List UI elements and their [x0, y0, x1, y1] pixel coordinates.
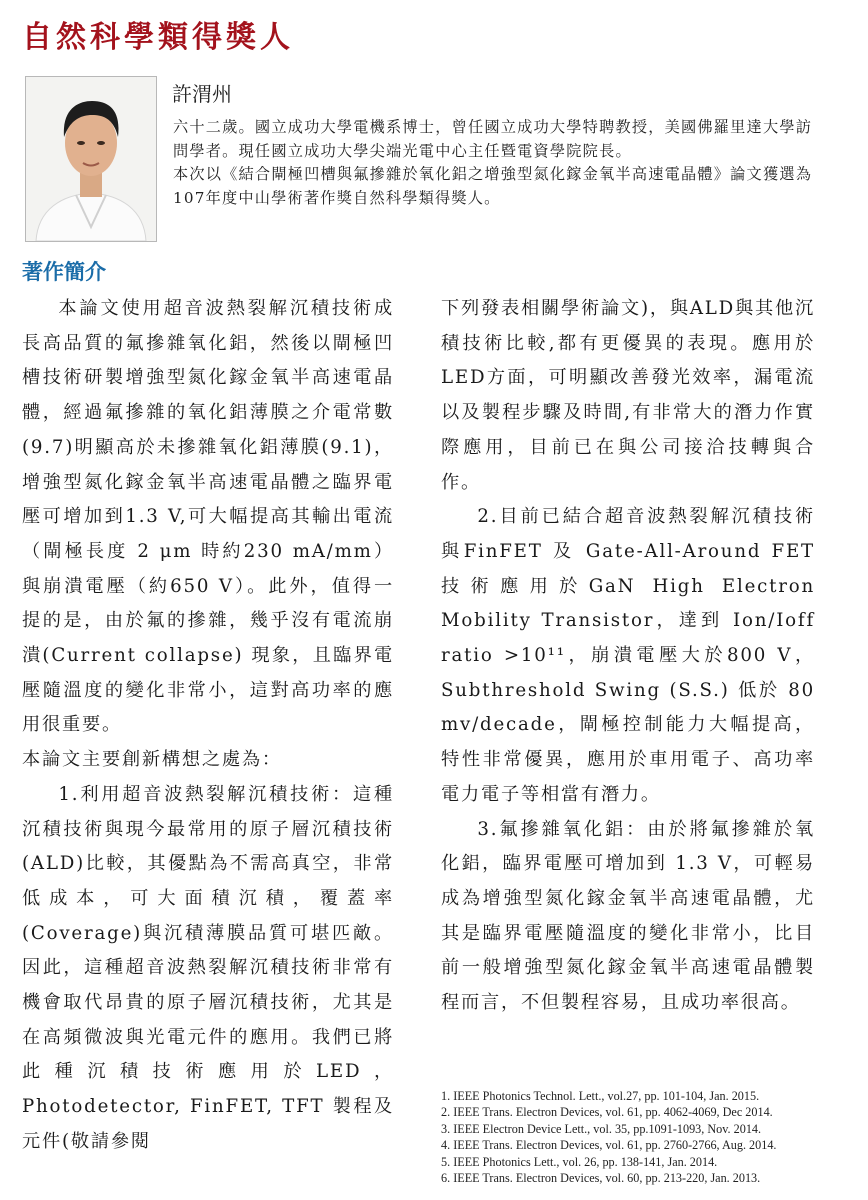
body-paragraph: 3.氟摻雜氧化鋁：由於將氟摻雜於氧化鋁，臨界電壓可增加到 1.3 V，可輕易成為增強型氮化鎵金氧半高速電晶體，尤其是臨界電壓隨溫度的變化非常小，比目前一般增強型氮化鎵金氧半高速電晶體製程而言，不但製程容易，且成功率很高。 — [441, 818, 815, 1014]
article-column-left — [22, 292, 394, 1160]
portrait-photo — [25, 76, 157, 242]
reference-item: 6. IEEE Trans. Electron Devices, vol. 60, pp. 213-220, Jan. 2013. — [441, 1171, 761, 1186]
reference-list — [441, 1088, 861, 1186]
person-name: 許渭州 — [172, 82, 232, 106]
reference-item: 1. IEEE Photonics Technol. Lett., vol.27, pp. 101-104, Jan. 2015. — [441, 1089, 760, 1103]
innovation-heading: 本論文主要創新構想之處為： — [22, 749, 282, 771]
bio-paragraph: 六十二歲。國立成功大學電機系博士，曾任國立成功大學特聘教授，美國佛羅里達大學訪問學者。現任國立成功大學尖端光電中心主任暨電資學院院長。 — [173, 118, 813, 160]
reference-item: 2. IEEE Trans. Electron Devices, vol. 61, pp. 4062-4069, Dec 2014. — [441, 1105, 773, 1120]
body-paragraph: 下列發表相關學術論文)，與ALD與其他沉積技術比較,都有更優異的表現。應用於LED方面，可明顯改善發光效率，漏電流以及製程步驟及時間,有非常大的潛力作實際應用，目前已在與公司接洽技轉與合作。 — [441, 298, 815, 493]
reference-item: 3. IEEE Electron Device Lett., vol. 35, pp.1091-1093, Nov. 2014. — [441, 1121, 762, 1136]
body-paragraph: 2.目前已結合超音波熱裂解沉積技術與FinFET 及 Gate-All-Around FET 技術應用於GaN High Electron Mobility Transistor，達到 Ion/Ioff ratio >10¹¹，崩潰電壓大於800 V，Subthreshold Swing (S.S.) 低於 80 mv/decade，閘極控制能力大幅提高，特性非常優異，應用於車用電子、高功率電力電子等相當有潛力。 — [441, 506, 815, 805]
section-title: 著作簡介 — [22, 260, 106, 284]
body-paragraph: 1.利用超音波熱裂解沉積技術：這種沉積技術與現今最常用的原子層沉積技術(ALD)比較，其優點為不需高真空，非常低成本，可大面積沉積，覆蓋率(Coverage)與沉積薄膜品質可堪匹敵。因此，這種超音波熱裂解沉積技術非常有機會取代昂貴的原子層沉積技術，尤其是在高頻微波與光電元件的應用。我們已將此種沉積技術應用於LED，Photodetector, FinFET, TFT 製程及元件(敬請參閱 — [22, 783, 394, 1152]
bio — [173, 116, 819, 210]
bio-paragraph: 本次以《結合閘極凹槽與氟摻雜於氧化鋁之增強型氮化鎵金氧半高速電晶體》論文獲選為107年度中山學術著作獎自然科學類得獎人。 — [173, 165, 813, 207]
reference-item: 5. IEEE Photonics Lett., vol. 26, pp. 138-141, Jan. 2014. — [441, 1154, 718, 1169]
award-title: 自然科學類得獎人 — [22, 20, 294, 55]
body-paragraph: 本論文使用超音波熱裂解沉積技術成長高品質的氟摻雜氧化鋁，然後以閘極凹槽技術研製增強型氮化鎵金氧半高速電晶體，經過氟摻雜的氧化鋁薄膜之介電常數(9.7)明顯高於未摻雜氧化鋁薄膜(9.1)，增強型氮化鎵金氧半高速電晶體之臨界電壓可增加到1.3 V,可大幅提高其輸出電流（閘極長度 2 μm 時約230 mA/mm）與崩潰電壓（約650 V）。此外，值得一提的是，由於氟的摻雜，幾乎沒有電流崩潰(Current collapse) 現象，且臨界電壓隨溫度的變化非常小，這對高功率的應用很重要。 — [22, 298, 394, 736]
article-column-right — [441, 292, 815, 1021]
reference-item: 4. IEEE Trans. Electron Devices, vol. 61, pp. 2760-2766, Aug. 2014. — [441, 1138, 777, 1153]
